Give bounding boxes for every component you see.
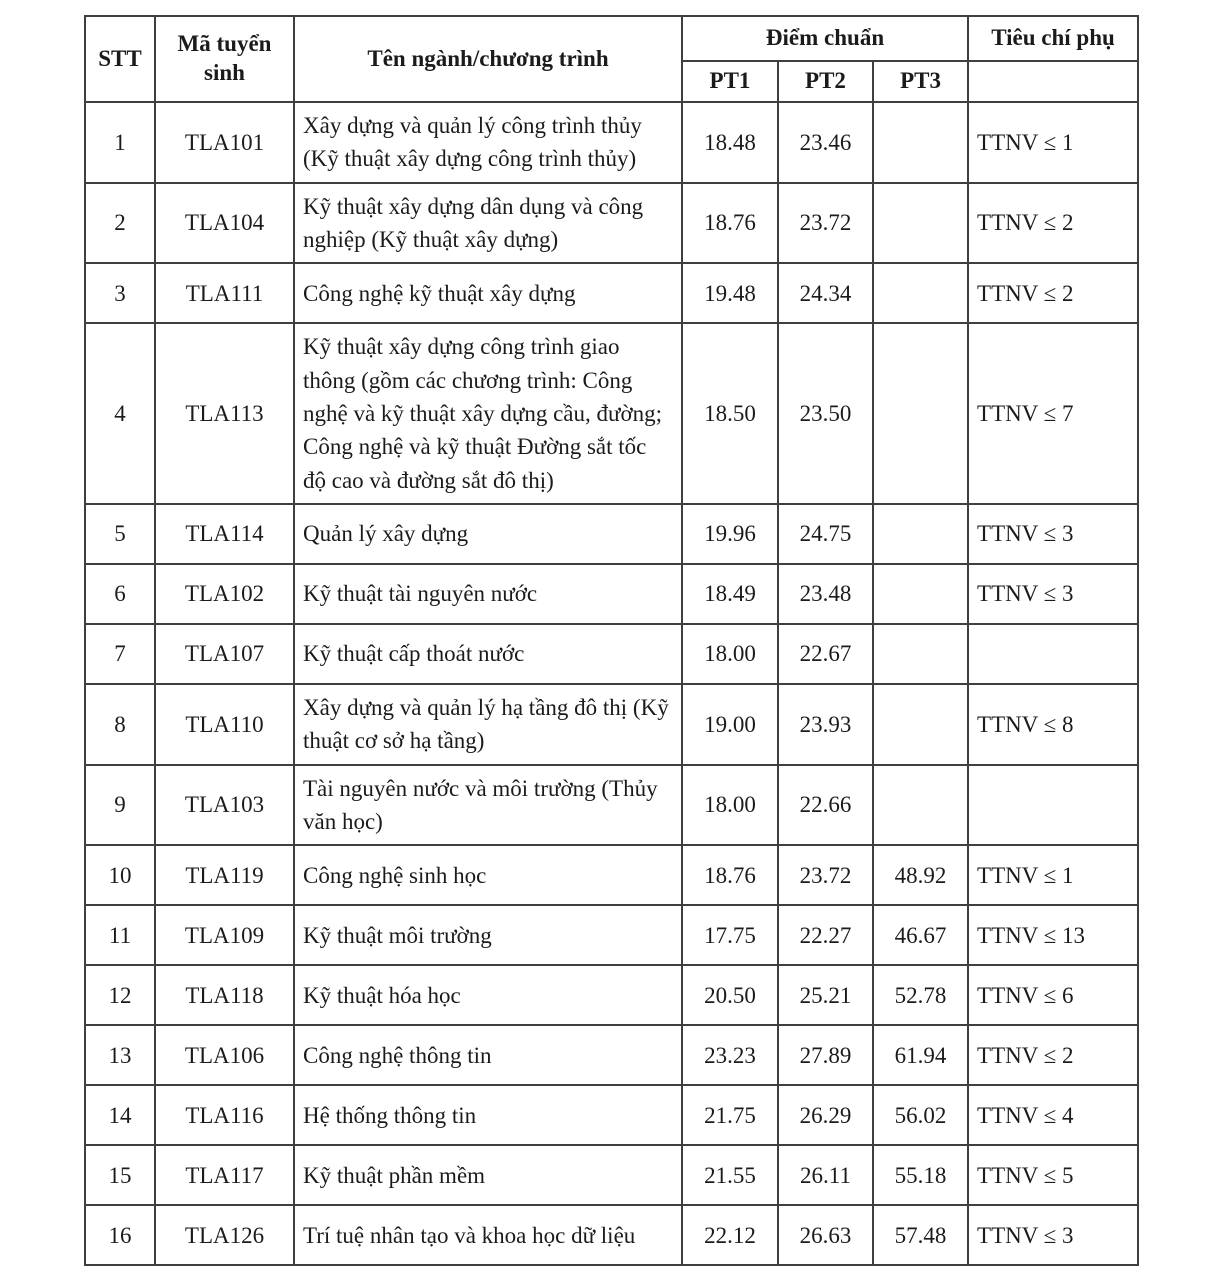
- header-stt: STT: [85, 16, 155, 102]
- cell-stt: 9: [85, 765, 155, 846]
- cell-name: Kỹ thuật môi trường: [294, 905, 682, 965]
- table-row: [85, 504, 1138, 564]
- cell-pt2: 22.67: [778, 624, 873, 684]
- cell-pt3: 61.94: [873, 1025, 968, 1085]
- cell-criteria: TTNV ≤ 4: [968, 1085, 1138, 1145]
- table-row: [85, 1085, 1138, 1145]
- table-body: [85, 102, 1138, 1265]
- cell-name: Kỹ thuật phần mềm: [294, 1145, 682, 1205]
- header-score-group: Điểm chuẩn: [682, 16, 968, 61]
- cell-pt3: [873, 263, 968, 323]
- cell-pt3: [873, 183, 968, 264]
- table-row: [85, 102, 1138, 183]
- cell-code: TLA111: [155, 263, 294, 323]
- cell-pt3: 48.92: [873, 845, 968, 905]
- cell-pt3: 56.02: [873, 1085, 968, 1145]
- cell-name: Tài nguyên nước và môi trường (Thủy văn học): [294, 765, 682, 846]
- cell-criteria: TTNV ≤ 8: [968, 684, 1138, 765]
- cell-name: Kỹ thuật hóa học: [294, 965, 682, 1025]
- cell-pt3: [873, 624, 968, 684]
- cell-name: Kỹ thuật tài nguyên nước: [294, 564, 682, 624]
- cell-code: TLA126: [155, 1205, 294, 1265]
- cell-pt1: 18.49: [682, 564, 778, 624]
- cell-pt3: 46.67: [873, 905, 968, 965]
- cell-pt3: 52.78: [873, 965, 968, 1025]
- cell-pt1: 18.76: [682, 845, 778, 905]
- cell-code: TLA119: [155, 845, 294, 905]
- cell-pt2: 26.29: [778, 1085, 873, 1145]
- cell-stt: 4: [85, 323, 155, 504]
- table-row: [85, 905, 1138, 965]
- table-row: [85, 1025, 1138, 1085]
- header-code: Mã tuyển sinh: [155, 16, 294, 102]
- cell-pt1: 19.96: [682, 504, 778, 564]
- cell-pt1: 18.00: [682, 765, 778, 846]
- cell-stt: 6: [85, 564, 155, 624]
- header-name: Tên ngành/chương trình: [294, 16, 682, 102]
- table-row: [85, 1205, 1138, 1265]
- cell-pt3: [873, 564, 968, 624]
- cell-pt1: 20.50: [682, 965, 778, 1025]
- admission-score-table: [84, 15, 1139, 1266]
- cell-pt3: [873, 684, 968, 765]
- cell-pt2: 23.72: [778, 845, 873, 905]
- cell-criteria: TTNV ≤ 13: [968, 905, 1138, 965]
- cell-criteria: TTNV ≤ 2: [968, 183, 1138, 264]
- cell-stt: 8: [85, 684, 155, 765]
- header-criteria: Tiêu chí phụ: [968, 16, 1138, 61]
- cell-pt1: 22.12: [682, 1205, 778, 1265]
- header-criteria-empty: [968, 61, 1138, 102]
- cell-stt: 10: [85, 845, 155, 905]
- cell-code: TLA107: [155, 624, 294, 684]
- cell-stt: 11: [85, 905, 155, 965]
- cell-pt2: 25.21: [778, 965, 873, 1025]
- header-pt1: PT1: [682, 61, 778, 102]
- cell-pt3: [873, 765, 968, 846]
- cell-criteria: TTNV ≤ 6: [968, 965, 1138, 1025]
- table-row: [85, 564, 1138, 624]
- cell-criteria: TTNV ≤ 2: [968, 1025, 1138, 1085]
- cell-name: Kỹ thuật xây dựng công trình giao thông (gồm các chương trình: Công nghệ và kỹ thuật xây dựng cầu, đường; Công nghệ và kỹ thuật Đường sắt tốc độ cao và đường sắt đô thị): [294, 323, 682, 504]
- cell-stt: 3: [85, 263, 155, 323]
- cell-code: TLA109: [155, 905, 294, 965]
- table-row: [85, 965, 1138, 1025]
- cell-pt1: 19.48: [682, 263, 778, 323]
- cell-pt2: 27.89: [778, 1025, 873, 1085]
- cell-name: Công nghệ sinh học: [294, 845, 682, 905]
- cell-code: TLA117: [155, 1145, 294, 1205]
- cell-code: TLA106: [155, 1025, 294, 1085]
- cell-pt2: 24.75: [778, 504, 873, 564]
- cell-pt3: 57.48: [873, 1205, 968, 1265]
- cell-criteria: TTNV ≤ 3: [968, 564, 1138, 624]
- cell-pt1: 23.23: [682, 1025, 778, 1085]
- table-row: [85, 1145, 1138, 1205]
- cell-criteria: TTNV ≤ 5: [968, 1145, 1138, 1205]
- cell-name: Hệ thống thông tin: [294, 1085, 682, 1145]
- cell-code: TLA103: [155, 765, 294, 846]
- cell-criteria: TTNV ≤ 2: [968, 263, 1138, 323]
- cell-pt1: 18.50: [682, 323, 778, 504]
- cell-name: Công nghệ kỹ thuật xây dựng: [294, 263, 682, 323]
- cell-pt1: 18.00: [682, 624, 778, 684]
- header-row-top: [85, 16, 1138, 61]
- cell-pt1: 18.48: [682, 102, 778, 183]
- cell-stt: 14: [85, 1085, 155, 1145]
- cell-criteria: [968, 624, 1138, 684]
- cell-criteria: TTNV ≤ 3: [968, 1205, 1138, 1265]
- cell-pt2: 22.27: [778, 905, 873, 965]
- cell-code: TLA104: [155, 183, 294, 264]
- cell-code: TLA118: [155, 965, 294, 1025]
- cell-pt3: 55.18: [873, 1145, 968, 1205]
- cell-name: Quản lý xây dựng: [294, 504, 682, 564]
- table-row: [85, 765, 1138, 846]
- cell-code: TLA110: [155, 684, 294, 765]
- table-row: [85, 263, 1138, 323]
- table-header: [85, 16, 1138, 102]
- cell-criteria: [968, 765, 1138, 846]
- cell-criteria: TTNV ≤ 1: [968, 102, 1138, 183]
- cell-name: Kỹ thuật xây dựng dân dụng và công nghiệp (Kỹ thuật xây dựng): [294, 183, 682, 264]
- cell-pt1: 18.76: [682, 183, 778, 264]
- cell-criteria: TTNV ≤ 7: [968, 323, 1138, 504]
- cell-pt1: 21.55: [682, 1145, 778, 1205]
- cell-stt: 13: [85, 1025, 155, 1085]
- cell-name: Công nghệ thông tin: [294, 1025, 682, 1085]
- cell-stt: 1: [85, 102, 155, 183]
- header-pt2: PT2: [778, 61, 873, 102]
- cell-code: TLA114: [155, 504, 294, 564]
- cell-pt2: 24.34: [778, 263, 873, 323]
- cell-pt2: 26.63: [778, 1205, 873, 1265]
- cell-pt2: 26.11: [778, 1145, 873, 1205]
- header-pt3: PT3: [873, 61, 968, 102]
- cell-stt: 16: [85, 1205, 155, 1265]
- table-row: [85, 684, 1138, 765]
- cell-pt2: 23.50: [778, 323, 873, 504]
- cell-stt: 5: [85, 504, 155, 564]
- cell-pt2: 22.66: [778, 765, 873, 846]
- cell-stt: 2: [85, 183, 155, 264]
- cell-criteria: TTNV ≤ 3: [968, 504, 1138, 564]
- cell-pt3: [873, 323, 968, 504]
- cell-pt2: 23.48: [778, 564, 873, 624]
- cell-code: TLA116: [155, 1085, 294, 1145]
- cell-pt1: 21.75: [682, 1085, 778, 1145]
- cell-name: Xây dựng và quản lý hạ tầng đô thị (Kỹ thuật cơ sở hạ tầng): [294, 684, 682, 765]
- cell-name: Xây dựng và quản lý công trình thủy (Kỹ thuật xây dựng công trình thủy): [294, 102, 682, 183]
- cell-code: TLA113: [155, 323, 294, 504]
- cell-name: Trí tuệ nhân tạo và khoa học dữ liệu: [294, 1205, 682, 1265]
- cell-stt: 15: [85, 1145, 155, 1205]
- cell-pt1: 17.75: [682, 905, 778, 965]
- table-row: [85, 624, 1138, 684]
- cell-code: TLA102: [155, 564, 294, 624]
- cell-pt3: [873, 102, 968, 183]
- cell-code: TLA101: [155, 102, 294, 183]
- cell-pt2: 23.46: [778, 102, 873, 183]
- cell-pt2: 23.72: [778, 183, 873, 264]
- cell-pt3: [873, 504, 968, 564]
- cell-pt2: 23.93: [778, 684, 873, 765]
- table-row: [85, 323, 1138, 504]
- cell-name: Kỹ thuật cấp thoát nước: [294, 624, 682, 684]
- cell-stt: 12: [85, 965, 155, 1025]
- cell-criteria: TTNV ≤ 1: [968, 845, 1138, 905]
- cell-stt: 7: [85, 624, 155, 684]
- cell-pt1: 19.00: [682, 684, 778, 765]
- table-row: [85, 183, 1138, 264]
- table-row: [85, 845, 1138, 905]
